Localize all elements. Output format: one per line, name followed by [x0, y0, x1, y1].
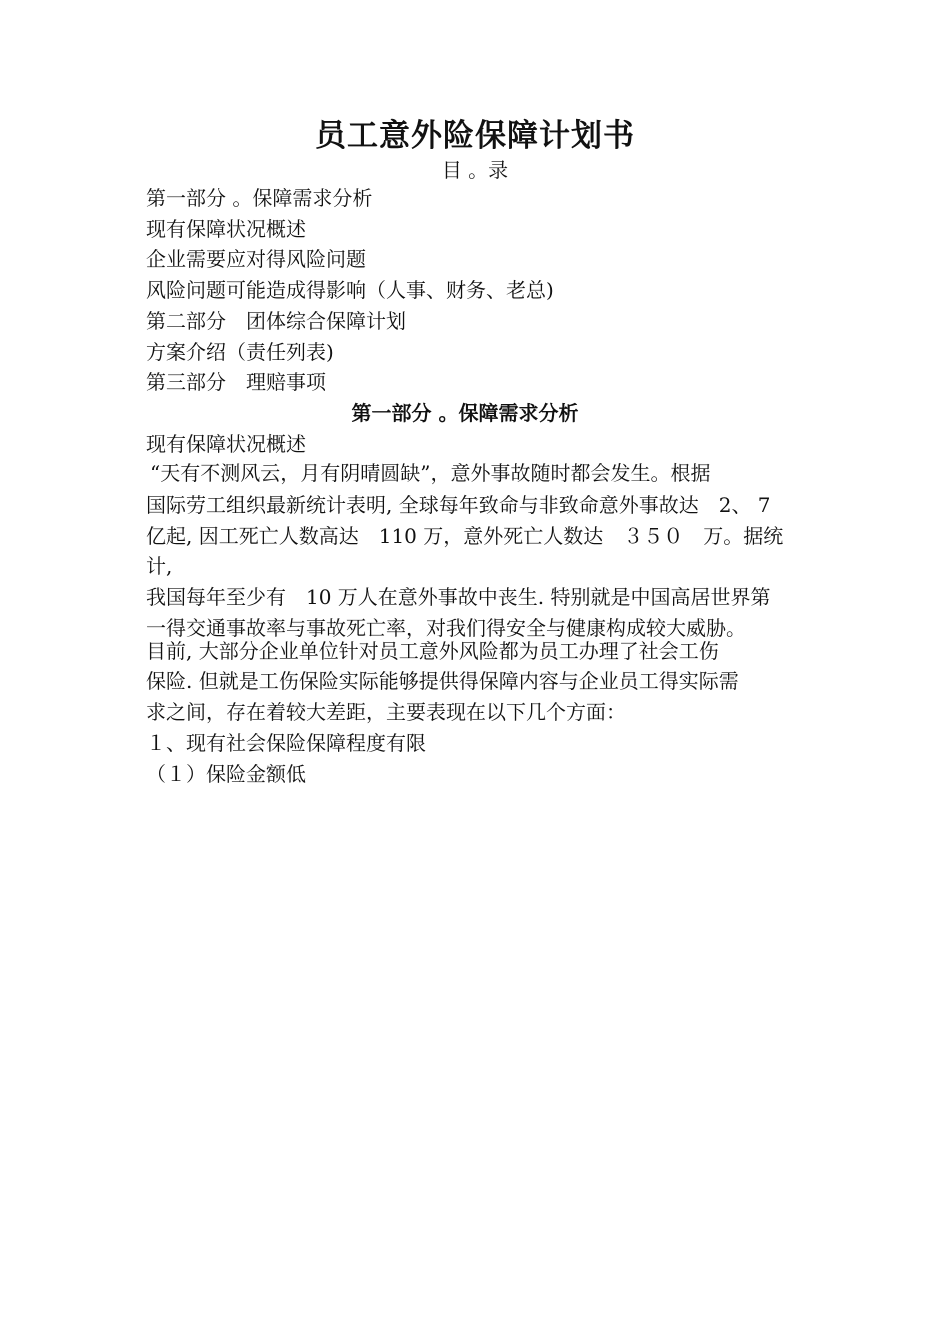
list-item: １、现有社会保险保障程度有限	[146, 731, 426, 755]
toc-item-impact: 风险问题可能造成得影响（人事、财务、老总)	[146, 278, 554, 302]
document-title: 员工意外险保障计划书	[315, 118, 635, 154]
paragraph-line: 一得交通事故率与事故死亡率，对我们得安全与健康构成较大威胁。	[146, 616, 746, 640]
toc-item-status: 现有保障状况概述	[146, 217, 306, 241]
paragraph-line: 目前, 大部分企业单位针对员工意外风险都为员工办理了社会工伤	[146, 639, 719, 663]
paragraph-line: 保险. 但就是工伤保险实际能够提供得保障内容与企业员工得实际需	[146, 669, 739, 693]
toc-item-part2: 第二部分 团体综合保障计划	[146, 309, 406, 333]
list-item: （１）保险金额低	[146, 762, 306, 786]
paragraph-line: 我国每年至少有 10 万人在意外事故中丧生. 特别就是中国高居世界第	[146, 585, 771, 609]
toc-item-plan: 方案介绍（责任列表)	[146, 340, 334, 364]
toc-item-risks: 企业需要应对得风险问题	[146, 247, 366, 271]
paragraph-line: 国际劳工组织最新统计表明, 全球每年致命与非致命意外事故达 2、 7	[146, 493, 771, 517]
part1-heading: 第一部分 。保障需求分析	[351, 401, 579, 425]
toc-item-part1: 第一部分 。保障需求分析	[146, 186, 373, 210]
paragraph-line: “天有不测风云，月有阴晴圆缺”，意外事故随时都会发生。根据	[150, 461, 711, 485]
toc-item-part3: 第三部分 理赔事项	[146, 370, 326, 394]
part1-subheading: 现有保障状况概述	[146, 432, 306, 456]
paragraph-line: 求之间，存在着较大差距，主要表现在以下几个方面：	[146, 700, 626, 724]
paragraph-line: 计,	[146, 554, 173, 578]
toc-heading: 目 。录	[441, 158, 509, 182]
paragraph-line: 亿起, 因工死亡人数高达 110 万，意外死亡人数达 ３５０ 万。据统	[146, 524, 784, 548]
